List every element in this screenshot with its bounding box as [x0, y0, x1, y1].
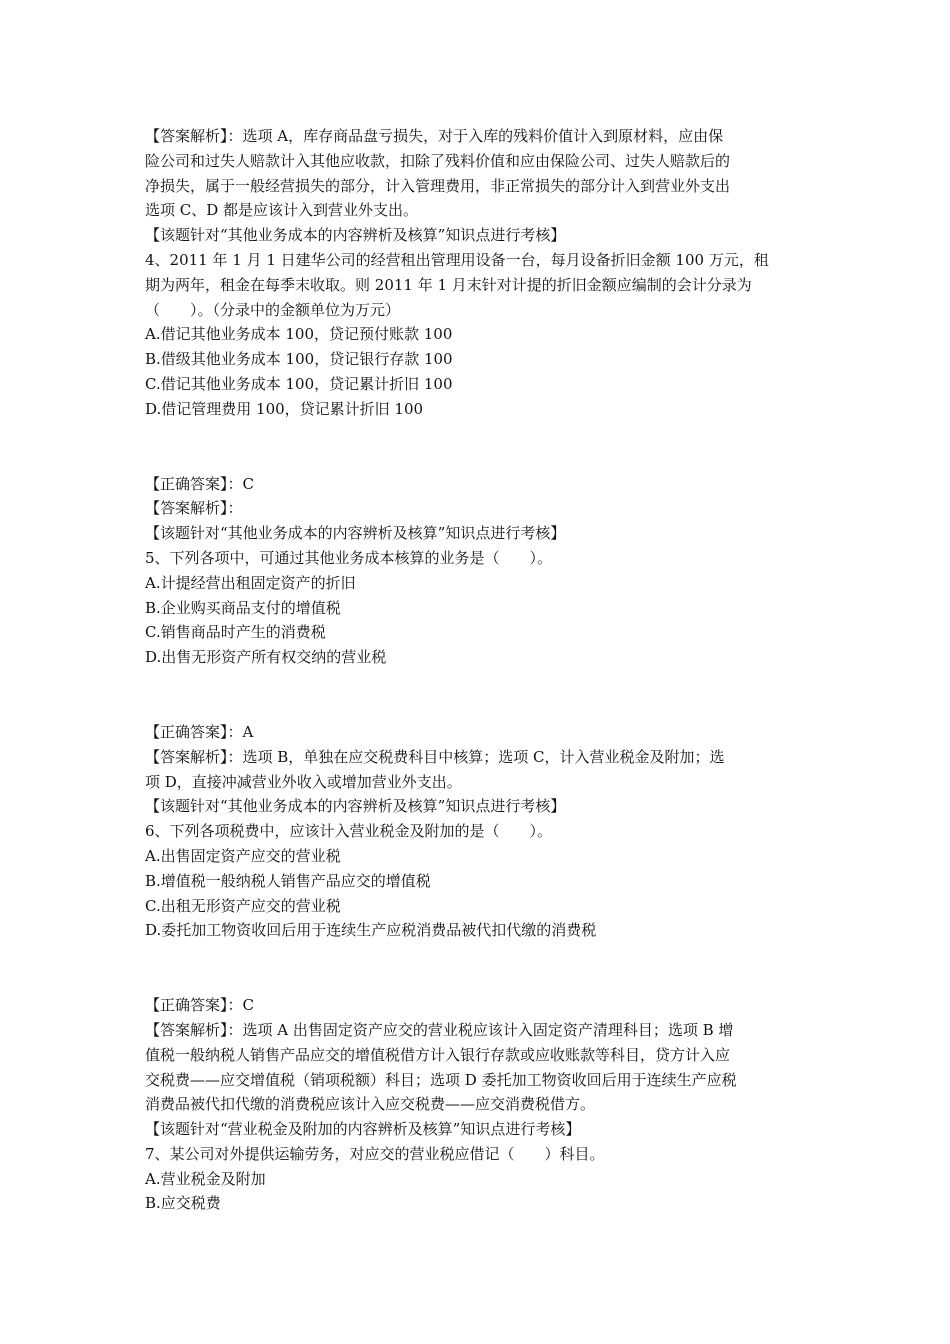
q4-stem [145, 248, 810, 322]
q4-answer: 【正确答案】：C [145, 474, 254, 493]
q6-option-b: B.增值税一般纳税人销售产品应交的增值税 [145, 871, 431, 890]
q6-analysis-line: 消费品被代扣代缴的消费税应该计入应交税费——应交消费税借方。 [145, 1095, 596, 1114]
q3-topic: 【该题针对“其他业务成本的内容辨析及核算”知识点进行考核】 [145, 226, 566, 245]
q3-analysis [145, 124, 810, 223]
q5-analysis-line: 【答案解析】：选项 B，单独在应交税费科目中核算；选项 C，计入营业税金及附加；选 [145, 747, 725, 766]
q6-option-a: A.出售固定资产应交的营业税 [145, 846, 341, 865]
q7-stem: 7、某公司对外提供运输劳务，对应交的营业税应借记（ ）科目。 [145, 1144, 605, 1163]
spacer [145, 422, 810, 472]
q5-stem: 5、下列各项中，可通过其他业务成本核算的业务是（ ）。 [145, 548, 553, 567]
q3-analysis-line: 【答案解析】：选项 A，库存商品盘亏损失，对于入库的残料价值计入到原材料，应由保 [145, 127, 724, 145]
q4-option-a: A.借记其他业务成本 100，贷记预付账款 100 [145, 325, 453, 344]
q5-answer: 【正确答案】：A [145, 722, 254, 741]
q3-analysis-line: 选项 C、D 都是应该计入到营业外支出。 [145, 201, 419, 220]
q4-option-b: B.借级其他业务成本 100，贷记银行存款 100 [145, 350, 453, 369]
q6-option-d: D.委托加工物资收回后用于连续生产应税消费品被代扣代缴的消费税 [145, 921, 597, 940]
q6-stem: 6、下列各项税费中，应该计入营业税金及附加的是（ ）。 [145, 822, 553, 841]
q6-analysis-line: 交税费——应交增值税（销项税额）科目；选项 D 委托加工物资收回后用于连续生产应税 [145, 1070, 737, 1089]
q6-topic: 【该题针对“营业税金及附加的内容辨析及核算”知识点进行考核】 [145, 1120, 581, 1139]
q4-stem-line: 4、2011 年 1 月 1 日建华公司的经营租出管理用设备一台，每月设备折旧金额 100 万元，租 [145, 250, 769, 269]
q6-analysis-line: 【答案解析】：选项 A 出售固定资产应交的营业税应该计入固定资产清理科目；选项 B 增 [145, 1020, 734, 1039]
q4-stem-line: 期为两年，租金在每季末收取。则 2011 年 1 月末针对计提的折旧金额应编制的会计分录为 [145, 275, 752, 294]
q6-analysis [145, 1018, 810, 1117]
spacer [145, 943, 810, 993]
q6-option-c: C.出租无形资产应交的营业税 [145, 896, 341, 915]
q5-option-b: B.企业购买商品支付的增值税 [145, 598, 341, 617]
q7-option-a: A.营业税金及附加 [145, 1169, 266, 1188]
q3-analysis-line: 险公司和过失人赔款计入其他应收款，扣除了残料价值和应由保险公司、过失人赔款后的 [145, 151, 731, 170]
q6-analysis-line: 值税一般纳税人销售产品应交的增值税借方计入银行存款或应收账款等科目，贷方计入应 [145, 1045, 731, 1064]
q5-topic: 【该题针对“其他业务成本的内容辨析及核算”知识点进行考核】 [145, 797, 566, 816]
document-page [145, 124, 810, 1216]
q6-answer: 【正确答案】：C [145, 996, 254, 1015]
q4-option-d: D.借记管理费用 100，贷记累计折旧 100 [145, 399, 424, 418]
q4-option-c: C.借记其他业务成本 100，贷记累计折旧 100 [145, 374, 453, 393]
q4-stem-line: （ ）。（分录中的金额单位为万元） [145, 300, 401, 319]
q5-option-c: C.销售商品时产生的消费税 [145, 623, 326, 642]
q4-analysis: 【答案解析】： [145, 499, 243, 518]
q5-analysis [145, 745, 810, 795]
q5-option-a: A.计提经营出租固定资产的折旧 [145, 573, 356, 592]
q3-analysis-line: 净损失，属于一般经营损失的部分，计入管理费用，非正常损失的部分计入到营业外支出 [145, 176, 731, 195]
q7-option-b: B.应交税费 [145, 1194, 221, 1213]
q4-topic: 【该题针对“其他业务成本的内容辨析及核算”知识点进行考核】 [145, 524, 566, 543]
q5-option-d: D.出售无形资产所有权交纳的营业税 [145, 648, 387, 667]
q5-analysis-line: 项 D，直接冲减营业外收入或增加营业外支出。 [145, 772, 462, 791]
spacer [145, 670, 810, 720]
